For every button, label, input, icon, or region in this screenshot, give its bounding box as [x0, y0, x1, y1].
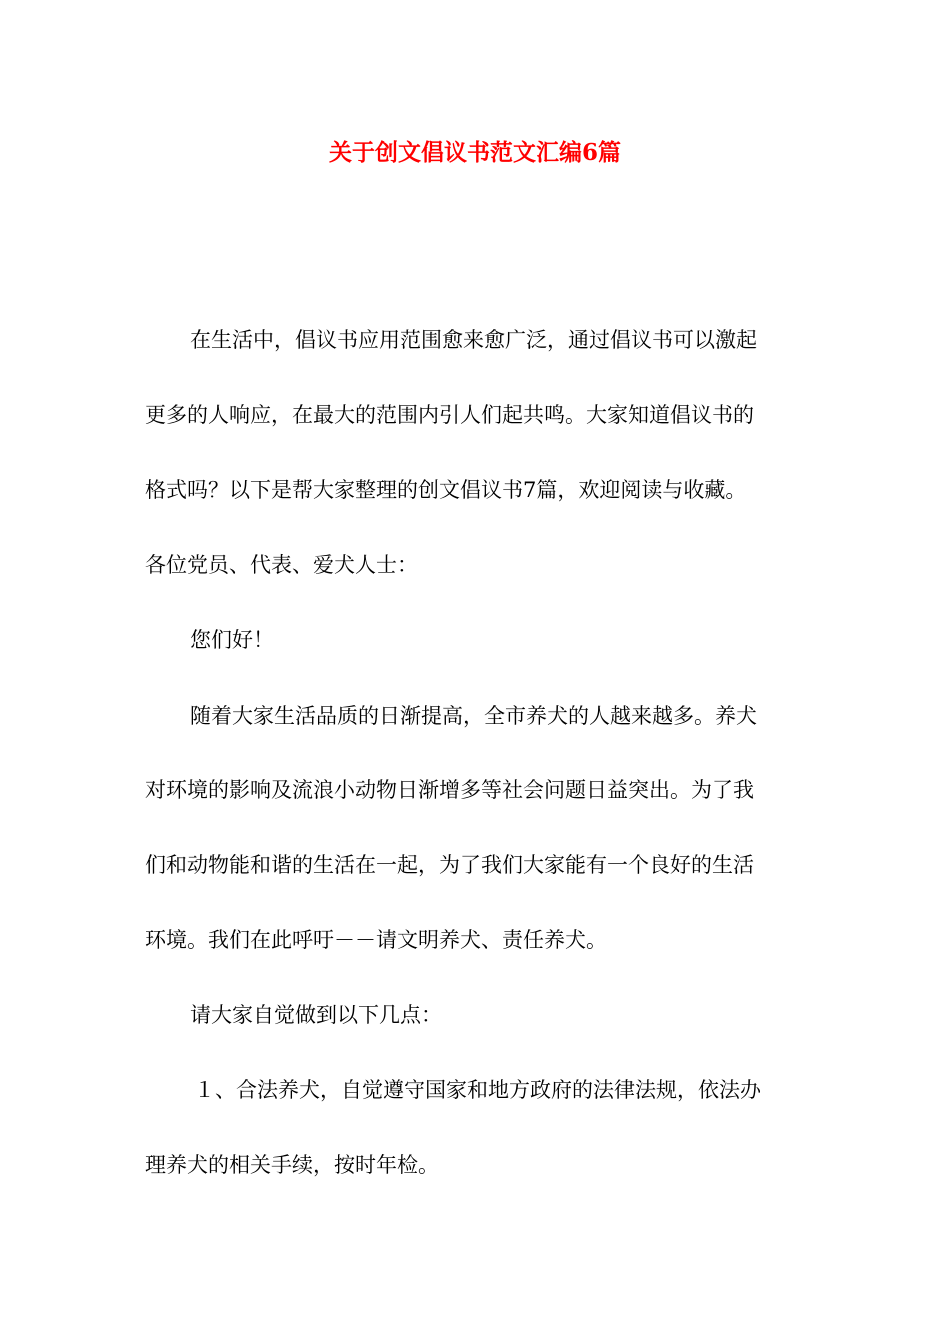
list-item-line: 理养犬的相关手续，按时年检。: [145, 1153, 439, 1177]
paragraph-line: 更多的人响应，在最大的范围内引人们起共鸣。大家知道倡议书的: [145, 403, 754, 427]
paragraph-line: 对环境的影响及流浪小动物日渐增多等社会问题日益突出。为了我: [145, 778, 754, 802]
paragraph-line: 随着大家生活品质的日渐提高，全市养犬的人越来越多。养犬: [190, 704, 757, 728]
paragraph-line: 请大家自觉做到以下几点：: [190, 1003, 442, 1027]
paragraph-line: 们和动物能和谐的生活在一起，为了我们大家能有一个良好的生活: [145, 853, 754, 877]
greeting-line: 您们好！: [190, 628, 274, 652]
list-item-line: １、合法养犬，自觉遵守国家和地方政府的法律法规，依法办: [194, 1078, 761, 1102]
paragraph-line: 环境。我们在此呼吁－－请文明养犬、责任养犬。: [145, 928, 607, 952]
document-title: 关于创文倡议书范文汇编6篇: [328, 139, 621, 166]
paragraph-line: 格式吗？以下是帮大家整理的创文倡议书7篇，欢迎阅读与收藏。: [145, 478, 747, 502]
paragraph-line: 在生活中，倡议书应用范围愈来愈广泛，通过倡议书可以激起: [190, 328, 757, 352]
salutation-line: 各位党员、代表、爱犬人士：: [145, 553, 418, 577]
